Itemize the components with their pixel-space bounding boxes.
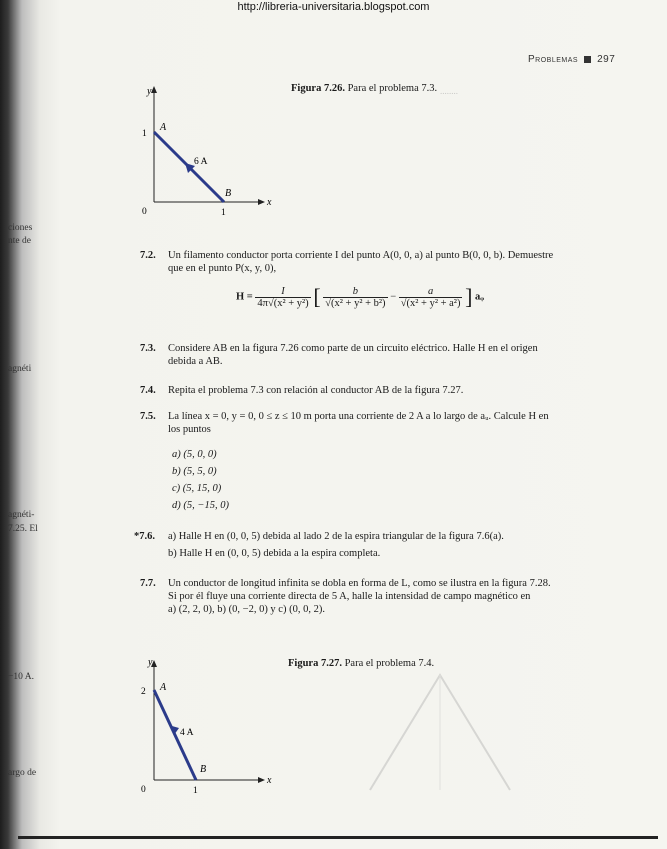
- tick-label-origin: 0: [141, 785, 146, 795]
- y-label: y: [148, 657, 153, 668]
- problem-7-6: [134, 530, 644, 560]
- problem-line: Si por él fluye una corriente directa de 5 A, halle la intensidad de campo magnético en: [168, 591, 531, 602]
- problem-line: a) (2, 2, 0), b) (0, −2, 0) y c) (0, 0, 2).: [168, 604, 325, 615]
- section-title: Problemas: [528, 54, 579, 65]
- page-number: 297: [597, 54, 616, 65]
- square-icon: [584, 56, 591, 63]
- tick-label-x1: 1: [193, 786, 198, 796]
- fraction-2-num: b: [323, 286, 387, 298]
- problem-7-2: [140, 249, 640, 279]
- margin-fragment: nte de: [8, 236, 31, 246]
- point-b-label: B: [200, 764, 207, 775]
- figure-726-diagram: [130, 82, 280, 222]
- figure-727-caption: [288, 658, 434, 669]
- caption-label: Figura 7.27.: [288, 658, 342, 669]
- margin-fragment: agnéti: [8, 364, 32, 374]
- x-axis-arrow-icon: [258, 777, 265, 783]
- fraction-1-num: I: [255, 286, 310, 298]
- running-header: [528, 54, 615, 65]
- problem-7-3: [140, 342, 640, 372]
- formula-unit: aᵩ: [475, 291, 485, 303]
- source-url: http://libreria-universitaria.blogspot.com: [237, 1, 430, 13]
- problem-number: 7.2.: [140, 250, 156, 261]
- fraction-2-den: √(x² + y² + b²): [325, 297, 386, 309]
- caption-text: Para el problema 7.4.: [344, 658, 435, 669]
- problem-line: b) Halle H en (0, 0, 5) debida a la espira completa.: [168, 548, 381, 559]
- problem-line: a) Halle H en (0, 0, 5) debida al lado 2 de la espira triangular de la figura 7.6(a).: [168, 531, 504, 542]
- x-axis-arrow-icon: [258, 199, 265, 205]
- fraction-3-num: a: [399, 286, 463, 298]
- figure-726-caption: [291, 83, 437, 94]
- problem-number: 7.5.: [140, 411, 156, 422]
- problem-line: Considere AB en la figura 7.26 como parte de un circuito eléctrico. Halle H en el origen: [168, 343, 538, 354]
- problem-number: 7.7.: [140, 578, 156, 589]
- point-a-label: A: [160, 122, 167, 133]
- problem-line: Repita el problema 7.3 con relación al conductor AB de la figura 7.27.: [168, 385, 464, 396]
- problem-line: los puntos: [168, 424, 211, 435]
- fraction-3-den: √(x² + y² + a²): [400, 297, 461, 309]
- problem-number: *7.6.: [134, 531, 155, 542]
- problem-line: Un filamento conductor porta corriente I del punto A(0, 0, a) al punto B(0, 0, b). Demuestre: [168, 250, 554, 261]
- x-label: x: [267, 775, 272, 786]
- margin-fragment: −10 A.: [8, 672, 34, 682]
- bleed-through: ........: [440, 86, 458, 96]
- margin-fragment: agnéti-: [8, 510, 35, 520]
- margin-fragment: argo de: [8, 768, 37, 778]
- tick-label-x1: 1: [221, 208, 226, 218]
- problem-line: debida a AB.: [168, 356, 223, 367]
- formula-minus: −: [390, 291, 397, 303]
- problem-line: Un conductor de longitud infinita se dobla en forma de L, como se ilustra en la figura 7.28.: [168, 578, 551, 589]
- problem-7-7: [140, 577, 640, 621]
- page-bottom-edge: [18, 836, 658, 839]
- margin-fragment: 7.25. El: [8, 524, 38, 534]
- point-b-label: B: [225, 188, 232, 199]
- point-item: a) (5, 0, 0): [172, 449, 217, 460]
- formula-h: [236, 284, 484, 310]
- point-item: c) (5, 15, 0): [172, 483, 222, 494]
- point-item: d) (5, −15, 0): [172, 500, 229, 511]
- bleed-through-figure: [360, 670, 520, 800]
- caption-text: Para el problema 7.3.: [347, 83, 438, 94]
- caption-label: Figura 7.26.: [291, 83, 345, 94]
- fraction-2: [323, 286, 387, 309]
- problem-line: que en el punto P(x, y, 0),: [168, 263, 277, 274]
- left-bracket: [: [313, 284, 321, 309]
- figure-727-diagram: [130, 655, 280, 800]
- problem-7-4: [140, 384, 640, 400]
- tick-label-y1: 1: [142, 129, 147, 139]
- points-list: [172, 448, 372, 518]
- fraction-1-den: 4π√(x² + y²): [257, 297, 309, 309]
- problem-number: 7.4.: [140, 385, 156, 396]
- problem-line: La línea x = 0, y = 0, 0 ≤ z ≤ 10 m porta una corriente de 2 A a lo largo de aᵤ. Calcule H en: [168, 411, 549, 422]
- y-label: y: [147, 86, 152, 97]
- point-item: b) (5, 5, 0): [172, 466, 217, 477]
- fraction-1: [255, 286, 310, 309]
- point-a-label: A: [160, 682, 167, 693]
- formula-lhs: H =: [236, 291, 253, 303]
- y-axis-arrow-icon: [151, 86, 157, 93]
- problem-7-5: [140, 410, 640, 440]
- right-bracket: ]: [465, 284, 473, 309]
- fraction-3: [399, 286, 463, 309]
- current-label: 6 A: [194, 157, 208, 167]
- margin-fragment: ciones: [8, 223, 33, 233]
- x-label: x: [267, 197, 272, 208]
- tick-label-y2: 2: [141, 687, 146, 697]
- problem-number: 7.3.: [140, 343, 156, 354]
- tick-label-origin: 0: [142, 207, 147, 217]
- current-label: 4 A: [180, 728, 194, 738]
